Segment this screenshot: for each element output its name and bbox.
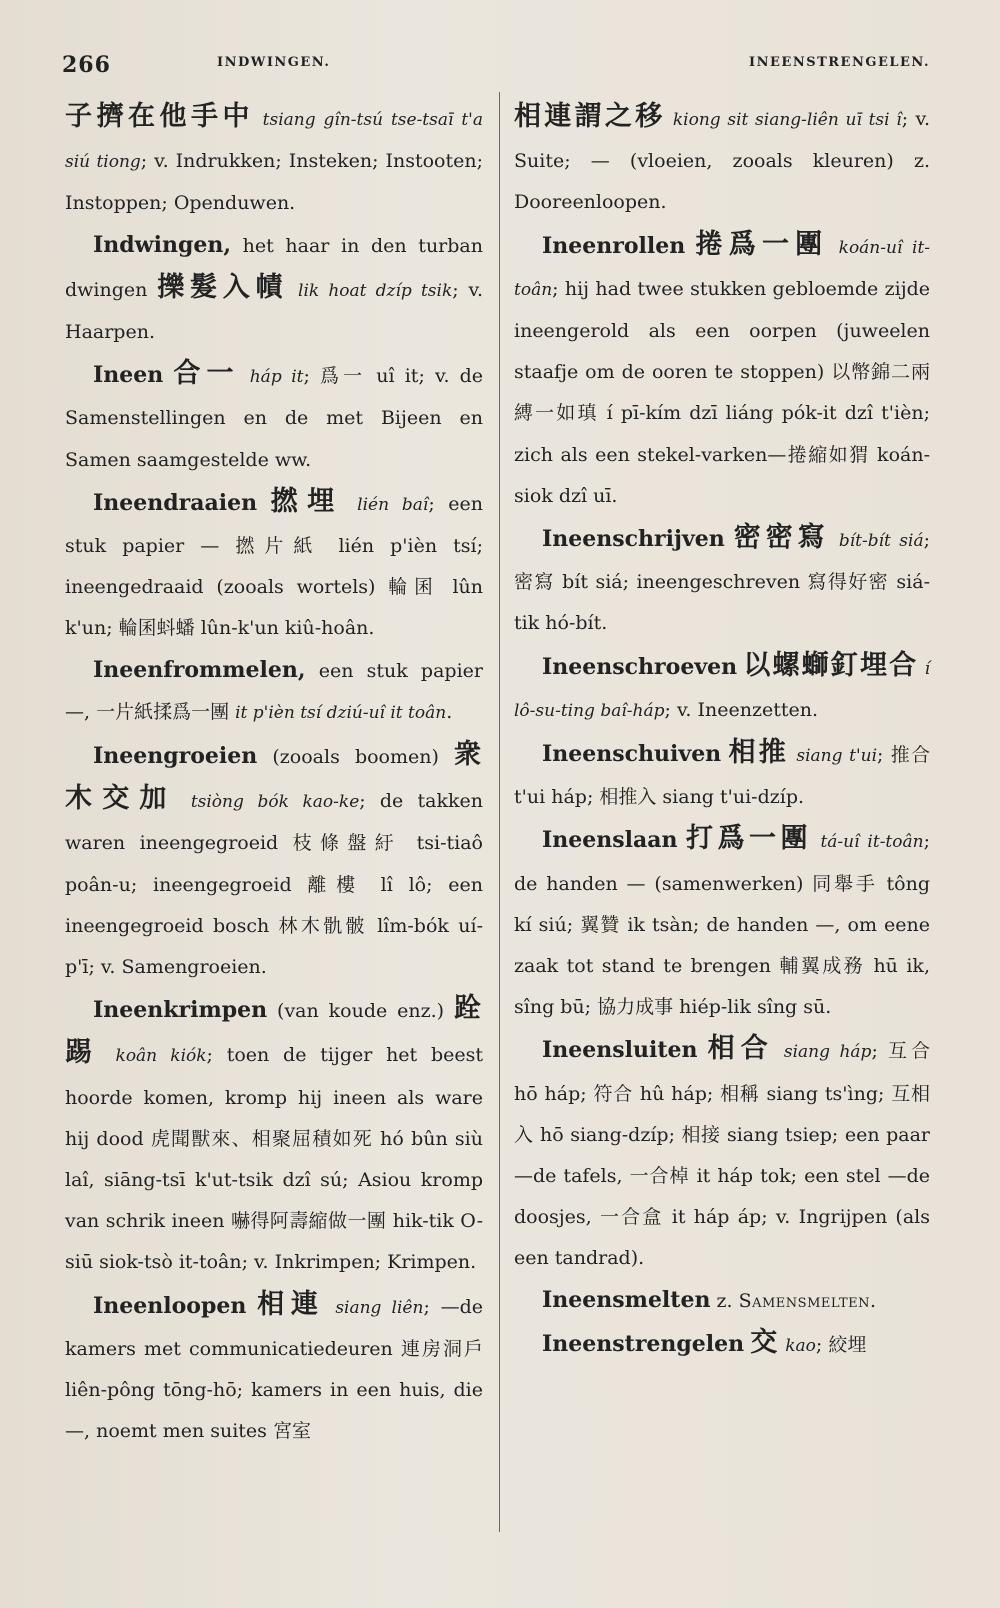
entry-romanization: lik hoat dzíp tsik bbox=[298, 280, 453, 301]
entry-headword: Ineenrollen bbox=[542, 232, 686, 259]
entry-romanization: bít-bít siá bbox=[838, 531, 924, 552]
entry-romanization: tá-uî it-toân bbox=[820, 832, 924, 853]
dictionary-entry bbox=[514, 1028, 930, 1279]
entry-romanization: it p'ièn tsí dziú-uî it toân bbox=[235, 702, 447, 723]
entry-text bbox=[246, 1296, 257, 1318]
entry-chinese: 跧踢 bbox=[65, 993, 483, 1069]
dictionary-entry bbox=[65, 225, 483, 354]
entry-romanization: tsiang gîn-tsú tse-tsaī t'a siú tiong bbox=[65, 110, 483, 173]
entry-romanization: háp it bbox=[249, 367, 304, 388]
left-running-title: INDWINGEN. bbox=[217, 55, 331, 70]
entry-romanization: lién baî bbox=[357, 494, 429, 515]
right-running-title: INEENSTRENGELEN. bbox=[749, 55, 930, 70]
entry-text: ; 密寫 bít siá; ineengeschreven 寫得好密 siá-tik hó-bít. bbox=[514, 529, 930, 635]
dictionary-entry bbox=[514, 517, 930, 645]
entry-text: ; 爲一 uî it; v. de Samenstellingen en de met Bijeen en Samen saamgestelde ww. bbox=[65, 365, 484, 471]
entry-chinese: 捲爲一團 bbox=[695, 228, 829, 260]
entry-romanization: kiong sit siang-liên uī tsi î bbox=[672, 110, 902, 130]
entry-text: het haar in den turban dwingen bbox=[65, 234, 483, 301]
entry-text bbox=[725, 529, 734, 551]
entry-chinese: 衆木交加 bbox=[65, 739, 483, 815]
entry-chinese: 密密寫 bbox=[733, 522, 830, 554]
dictionary-entry bbox=[514, 224, 930, 517]
entry-headword: Ineenfrommelen, bbox=[93, 656, 306, 683]
dictionary-entry bbox=[65, 481, 483, 650]
entry-text: ; v. Ineenzetten. bbox=[664, 698, 819, 721]
dictionary-entry bbox=[514, 732, 930, 818]
entry-headword: Ineenschrijven bbox=[542, 526, 725, 553]
entry-text: ; een stuk papier — 撚片紙 lién p'ièn tsí; ineengedraaid (zooals wortels) 輪囷 lûn k'un; 輪囷蚪蟠 lûn-k'un kiû-hoân. bbox=[65, 492, 484, 640]
entry-text: ; —de kamers met communicatiedeuren 連房洞戶 liên-pông tōng-hō; kamers in een huis, die —, noemt men suites 宮室 bbox=[65, 1295, 484, 1443]
entry-text: ; de takken waren ineengegroeid 枝條盤紆 tsi-tiaô poân-u; ineengegroeid 離樓 lî lô; een ineengegroeid bosch 林木骩骳 lîm-bók uí-p'ī; v. Samengroeien. bbox=[65, 790, 484, 979]
entry-text bbox=[685, 236, 695, 258]
dictionary-entry bbox=[514, 1322, 930, 1367]
left-column bbox=[65, 96, 483, 1453]
entry-headword: Ineenkrimpen bbox=[93, 997, 268, 1024]
column-divider bbox=[499, 92, 500, 1532]
page-header bbox=[62, 52, 940, 82]
entry-chinese: 擽髮入幘 bbox=[157, 271, 289, 303]
dictionary-entry bbox=[514, 645, 930, 732]
entry-chinese: 合一 bbox=[173, 358, 240, 390]
dictionary-entry bbox=[514, 96, 930, 224]
entry-text: ; 互合 hō háp; 符合 hû háp; 相稱 siang ts'ìng; 互相入 hō siang-dzíp; 相接 siang tsiep; een paar —de tafels, 一合棹 it háp tok; een stel —de doosjes, 一合盒 it háp áp; v. Ingrijpen (als een tandrad). bbox=[514, 1040, 930, 1270]
dictionary-entry bbox=[65, 734, 483, 988]
entry-headword: Indwingen, bbox=[93, 231, 231, 258]
entry-text: z. bbox=[710, 1289, 739, 1312]
entry-text: ; v. Haarpen. bbox=[65, 278, 483, 344]
entry-chinese: 相連 bbox=[257, 1288, 325, 1320]
dictionary-entry bbox=[65, 988, 483, 1283]
entry-chinese: 交 bbox=[750, 1326, 780, 1358]
entry-text: ; hij had twee stukken gebloemde zijde ineengerold als een oorpen (juweelen staafje om de ooren te stoppen) 以幣錦二兩縛一如瑱 í pī-kím dzī liáng pók-it dzî t'ièn; zich als een stekel-varken—捲縮如猬 koán-siok dzî uī. bbox=[514, 277, 930, 507]
entry-romanization: koán-uî it-toân bbox=[514, 237, 931, 300]
entry-crossref: Samensmelten. bbox=[738, 1289, 877, 1312]
dictionary-entry bbox=[65, 96, 483, 225]
entry-romanization: siang háp bbox=[783, 1042, 872, 1063]
entry-text: (zooals boomen) bbox=[257, 746, 454, 769]
entry-chinese: 打爲一團 bbox=[686, 823, 812, 855]
entry-romanization: koân kiók bbox=[115, 1046, 207, 1067]
entry-text: een stuk papier —, 一片紙揉爲一團 bbox=[65, 659, 483, 723]
entry-headword: Ineenloopen bbox=[93, 1292, 247, 1319]
entry-text: ; 推合 t'ui háp; 相推入 siang t'ui-dzíp. bbox=[514, 744, 930, 809]
entry-text: . bbox=[446, 700, 453, 723]
entry-text bbox=[721, 744, 728, 766]
entry-romanization: kao bbox=[785, 1335, 816, 1356]
entry-chinese: 撚埋 bbox=[270, 485, 344, 517]
dictionary-entry bbox=[514, 1280, 930, 1322]
right-column bbox=[514, 96, 930, 1367]
dictionary-entry bbox=[65, 1284, 483, 1453]
entry-romanization: tsiòng bók kao-ke bbox=[190, 792, 360, 813]
dictionary-entry bbox=[65, 353, 483, 481]
entry-headword: Ineendraaien bbox=[93, 489, 258, 516]
entry-headword: Ineensmelten bbox=[542, 1286, 711, 1313]
entry-headword: Ineenschroeven bbox=[542, 653, 738, 680]
dictionary-entry bbox=[65, 650, 483, 734]
entry-chinese: 相推 bbox=[728, 737, 790, 769]
entry-text: ; de handen — (samenwerken) 同舉手 tông kí siú; 翼贊 ik tsàn; de handen —, om eene zaak tot stand te brengen 輔翼成務 hū ik, sîng bū; 協力成事 hiép-lik sîng sū. bbox=[514, 830, 930, 1019]
entry-chinese: 以螺螄釘埋合 bbox=[743, 649, 919, 681]
entry-headword: Ineengroeien bbox=[93, 743, 258, 770]
entry-text bbox=[678, 830, 687, 852]
entry-text bbox=[698, 1040, 708, 1062]
entry-romanization: siang liên bbox=[335, 1297, 424, 1318]
entry-text: ; 絞埋 bbox=[815, 1333, 867, 1356]
entry-text: ; v. Indrukken; Insteken; Instooten; Instoppen; Openduwen. bbox=[65, 150, 483, 215]
dictionary-entry bbox=[514, 818, 930, 1028]
entry-text: (van koude enz.) bbox=[267, 1000, 454, 1023]
entry-text bbox=[163, 365, 173, 387]
entry-headword: Ineen bbox=[93, 362, 164, 389]
entry-romanization: í lô-su-ting baî-háp bbox=[514, 658, 930, 721]
entry-headword: Ineensluiten bbox=[542, 1037, 698, 1064]
entry-text: ; toen de tijger het beest hoorde komen, kromp hij ineen als ware hij dood 虎聞獸來、相聚屈積如死 hó bûn siù laî, siāng-tsī k'ut-tsik dzî sú; Asiou kromp van schrik ineen 嚇得阿壽縮做一團 hik-tik O-siū siok-tsò it-toân; v. Inkrimpen; Krimpen. bbox=[65, 1044, 483, 1274]
entry-headword: Ineenstrengelen bbox=[542, 1330, 745, 1357]
entry-text: ; v. Suite; — (vloeien, zooals kleuren) z. Dooreenloopen. bbox=[514, 108, 930, 214]
entry-romanization: siang t'ui bbox=[796, 746, 878, 767]
entry-headword: Ineenschuiven bbox=[542, 741, 722, 768]
entry-chinese: 相合 bbox=[707, 1033, 774, 1065]
entry-chinese: 子擠在他手中 bbox=[65, 101, 255, 132]
page-number: 266 bbox=[62, 52, 111, 78]
entry-text bbox=[257, 493, 271, 515]
entry-chinese: 相連謂之移 bbox=[514, 101, 666, 132]
entry-headword: Ineenslaan bbox=[542, 827, 678, 854]
